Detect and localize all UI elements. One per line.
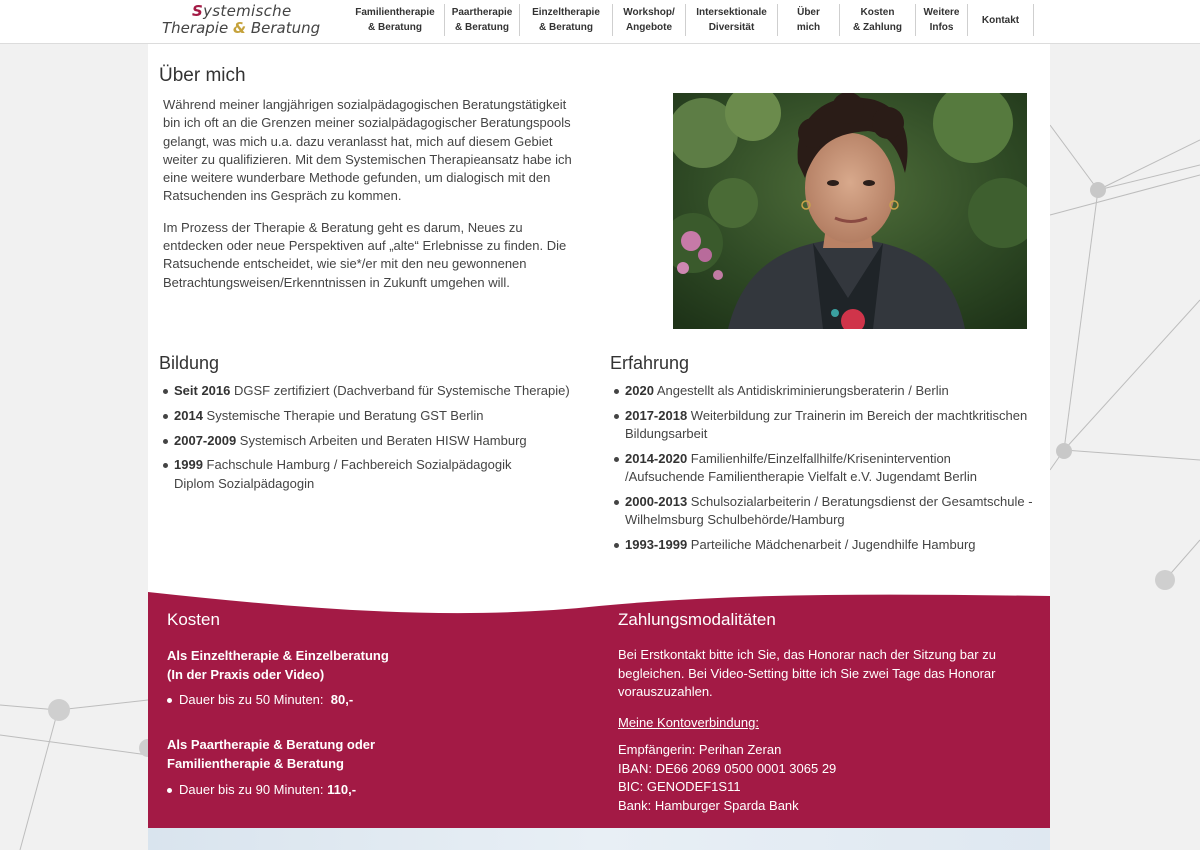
education-year: 2007-2009 <box>174 432 237 448</box>
nav-kontakt[interactable]: Kontakt <box>968 4 1034 36</box>
education-year: 1999 <box>174 457 203 473</box>
nav-workshop-angebote[interactable]: Workshop/ Angebote <box>613 4 686 36</box>
experience-text: Weiterbildung zur Trainerin im Bereich der machtkritischen Bildungsarbeit <box>625 407 1028 442</box>
experience-item <box>610 493 1040 530</box>
experience-text: Angestellt als Antidiskriminierungsberaterin / Berlin <box>653 383 949 398</box>
payment-text: Bei Erstkontakt bitte ich Sie, das Honorar nach der Sitzung bar zu begleichen. Bei Video-Setting bitte ich Sie zwei Tage das Honorar vorauszuzahlen. <box>618 647 996 699</box>
site-header <box>0 0 1200 44</box>
nav-familientherapie[interactable]: Familientherapie & Beratung <box>346 4 445 36</box>
nav-kosten-zahlung[interactable]: Kosten & Zahlung <box>840 4 916 36</box>
experience-year: 2017-2018 <box>625 407 688 423</box>
nav-ueber-mich[interactable]: Über mich <box>778 4 840 36</box>
education-year: 2014 <box>174 407 203 423</box>
account-heading: Meine Kontoverbindung: <box>618 715 759 730</box>
costs-couple-price-item <box>167 782 356 797</box>
experience-year: 2000-2013 <box>625 493 688 509</box>
experience-year: 1993-1999 <box>625 537 688 553</box>
logo-ampersand: & <box>232 19 247 37</box>
intro-paragraph-2: Im Prozess der Therapie & Beratung geht es darum, Neues zu entdecken oder neue Perspektiven auf „alte“ Erlebnisse zu finden. Die Ratsuchende entscheidet, wie sie*/er mit den neu gewonnenen Betrachtungsweisen/Erkenntnissen in Zukunft umgehen will. <box>163 219 567 290</box>
intro-text <box>163 96 583 305</box>
payment-heading: Zahlungsmodalitäten <box>618 610 776 629</box>
costs-single-duration: Dauer bis zu 50 Minuten: <box>179 692 324 707</box>
intro-paragraph-1: Während meiner langjährigen sozialpädagogischen Beratungstätigkeit bin ich oft an die Grenzen meiner sozialpädagogischer Beratungspools gelangt, was mich u.a. dazu veranlasst hat, mich auf diesem Gebiet weiter zu qualifizieren. Mit dem Systemischen Therapieansatz habe ich eine weitere wunderbare Methode gefunden, um dialogisch mit den Ratsuchenden ins Gespräch zu kommen. <box>163 97 572 204</box>
education-item <box>159 456 519 493</box>
logo-word-beratung: Beratung <box>250 19 321 37</box>
site-logo[interactable] <box>162 2 321 40</box>
account-iban: IBAN: DE66 2069 0500 0001 3065 29 <box>618 761 837 776</box>
education-year: Seit 2016 <box>174 383 231 398</box>
education-text: Systemische Therapie und Beratung GST Berlin <box>202 407 484 423</box>
experience-text: Familienhilfe/Einzelfallhilfe/Krisenintervention /Aufsuchende Familientherapie Vielfalt e.V. Jugendamt Berlin <box>625 450 977 485</box>
main-navigation <box>346 4 1034 40</box>
experience-item <box>610 382 1040 400</box>
account-bank: Bank: Hamburger Sparda Bank <box>618 798 799 813</box>
costs-section <box>148 590 1050 828</box>
costs-couple-title: Als Paartherapie & Beratung oder Familientherapie & Beratung <box>167 737 376 771</box>
education-text: Systemisch Arbeiten und Beraten HISW Hamburg <box>236 432 527 448</box>
costs-single-title: Als Einzeltherapie & Einzelberatung (In der Praxis oder Video) <box>167 648 389 682</box>
experience-item <box>610 450 990 487</box>
education-heading: Bildung <box>159 353 220 373</box>
costs-heading: Kosten <box>167 610 220 629</box>
education-item <box>159 382 589 400</box>
experience-item <box>610 407 1040 444</box>
education-list <box>159 382 589 499</box>
education-item <box>159 432 589 450</box>
costs-couple-duration: Dauer bis zu 90 Minuten: <box>179 782 324 797</box>
experience-list <box>610 382 1040 561</box>
nav-intersektionale-diversitaet[interactable]: Intersektionale Diversität <box>686 4 778 36</box>
account-bic: BIC: GENODEF1S11 <box>618 779 741 794</box>
experience-text: Schulsozialarbeiterin / Beratungsdienst der Gesamtschule -Wilhelmsburg Schulbehörde/Hamburg <box>625 493 1033 528</box>
nav-weitere-infos[interactable]: Weitere Infos <box>916 4 968 36</box>
experience-heading: Erfahrung <box>610 353 690 373</box>
costs-single-price: 80,- <box>330 692 354 707</box>
experience-item <box>610 536 1040 554</box>
logo-text-line1: Systemische <box>192 2 292 20</box>
education-item <box>159 407 589 425</box>
experience-text: Parteiliche Mädchenarbeit / Jugendhilfe Hamburg <box>687 537 976 553</box>
education-text: DGSF zertifiziert (Dachverband für Systemische Therapie) <box>230 383 570 398</box>
logo-line1-rest: ystemische <box>203 2 292 20</box>
page-title: Über mich <box>159 65 246 86</box>
costs-single-price-item <box>167 692 353 707</box>
footer-image-strip <box>148 828 1050 850</box>
nav-einzeltherapie[interactable]: Einzeltherapie & Beratung <box>520 4 613 36</box>
account-recipient: Empfängerin: Perihan Zeran <box>618 742 782 757</box>
logo-text-line2 <box>162 19 320 37</box>
experience-year: 2014-2020 <box>625 450 688 466</box>
experience-year: 2020 <box>625 383 654 398</box>
nav-paartherapie[interactable]: Paartherapie & Beratung <box>445 4 520 36</box>
costs-couple-price: 110,- <box>327 782 357 797</box>
education-text: Fachschule Hamburg / Fachbereich Sozialpädagogik Diplom Sozialpädagogin <box>174 457 512 491</box>
logo-word-therapie: Therapie <box>162 19 229 37</box>
portrait-photo <box>673 93 1027 329</box>
